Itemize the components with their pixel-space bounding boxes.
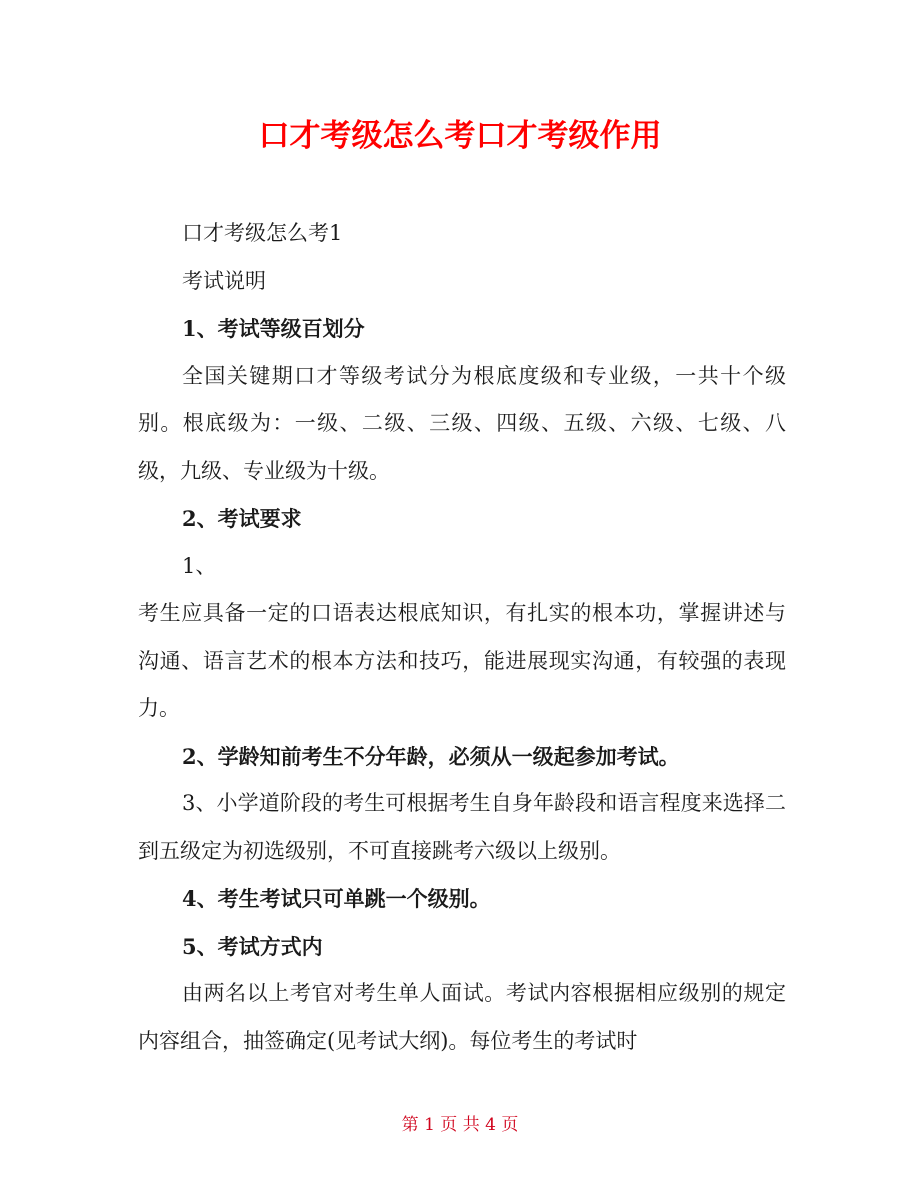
document-title: 口才考级怎么考口才考级作用 bbox=[258, 118, 662, 154]
document-body bbox=[138, 210, 786, 1065]
paragraph-requirements-description: 考生应具备一定的口语表达根底知识，有扎实的根本功，掌握讲述与沟通、语言艺术的根本方法和技巧，能进展现实沟通，有较强的表现力。 bbox=[138, 601, 786, 720]
paragraph-item-1-number: 1、 bbox=[182, 553, 217, 578]
paragraph-levels-description: 全国关键期口才等级考试分为根底度级和专业级，一共十个级别。根底级为：一级、二级、三级、四级、五级、六级、七级、八级，九级、专业级为十级。 bbox=[138, 363, 786, 483]
page-footer: 第 1 页 共 4 页 bbox=[401, 1115, 519, 1135]
paragraph-subtitle: 口才考级怎么考1 bbox=[182, 221, 343, 245]
paragraph-exam-notes: 考试说明 bbox=[182, 268, 266, 293]
paragraph-primary-school-rule: 3、小学道阶段的考生可根据考生自身年龄段和语言程度来选择二到五级定为初选级别，不可直接跳考六级以上级别。 bbox=[138, 791, 786, 863]
paragraph-exam-method-description: 由两名以上考官对考生单人面试。考试内容根据相应级别的规定内容组合，抽签确定(见考试大纲)。每位考生的考试时 bbox=[138, 981, 786, 1053]
heading-skip-rule: 4、考生考试只可单跳一个级别。 bbox=[182, 886, 491, 911]
heading-exam-method: 5、考试方式内 bbox=[182, 933, 323, 959]
heading-age-rule: 2、学龄知前考生不分年龄，必须从一级起参加考试。 bbox=[182, 743, 680, 769]
heading-exam-requirements: 2、考试要求 bbox=[182, 506, 302, 531]
heading-exam-levels: 1、考试等级百划分 bbox=[182, 316, 365, 341]
